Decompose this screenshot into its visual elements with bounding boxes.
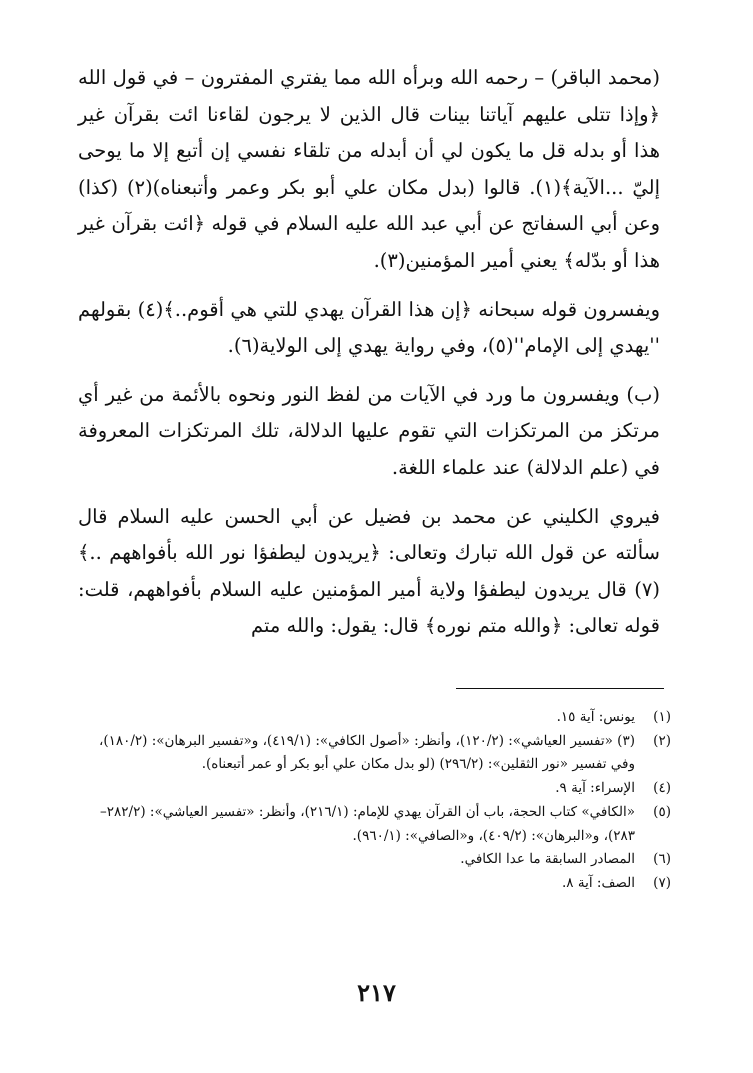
paragraph-1: (محمد الباقر) – رحمه الله وبرأه الله مما يفتري المفترون – في قول الله ﴿وإذا تتلى عليهم آياتنا بينات قال الذين لا يرجون لقاءنا ائت بقرآن غير هذا أو بدله قل ما يكون لي أن أبدله من تلقاء نفسي إن أتبع إلا ما يوحى إليّ ...الآية﴾(١). قالوا (بدل مكان علي أبو بكر وعمر وأتبعناه)(٢) (كذا) وعن أبي السفاتج عن أبي عبد الله عليه السلام في قوله ﴿ائت بقرآن غير هذا أو بدّله﴾ يعني أمير المؤمنين(٣).	[78, 66, 660, 272]
footnote-number: (٦)	[653, 851, 671, 868]
footnote	[86, 777, 671, 801]
footnote	[86, 872, 671, 896]
footnote-text: الإسراء: آية ٩.	[555, 780, 635, 797]
footnote	[86, 801, 671, 848]
footnote-text: الصف: آية ٨.	[562, 874, 635, 891]
footnote-number: (٢)	[653, 732, 671, 749]
footnote-text: يونس: آية ١٥.	[556, 709, 635, 725]
paragraph-4: فيروي الكليني عن محمد بن فضيل عن أبي الحسن عليه السلام قال سألته عن قول الله تبارك وتعالى: ﴿يريدون ليطفؤا نور الله بأفواههم ..﴾(٧) قال يريدون ليطفؤا ولاية أمير المؤمنين عليه السلام بأفواههم، قلت: قوله تعالى: ﴿والله متم نوره﴾ قال: يقول: والله متم	[78, 504, 660, 638]
footnote	[86, 706, 671, 730]
footnote-text: المصادر السابقة ما عدا الكافي.	[460, 851, 635, 868]
footnote-number: (٧)	[653, 874, 671, 891]
page-number: ٢١٧	[357, 978, 396, 1007]
footnotes	[86, 706, 671, 896]
paragraph-3: (ب) ويفسرون ما ورد في الآيات من لفظ النور ونحوه بالأئمة من غير أي مرتكز من المرتكزات التي تقوم عليها الدلالة، تلك المرتكزات المعروفة في (علم الدلالة) عند علماء اللغة.	[78, 382, 660, 479]
footnote-text: (٣) «تفسير العياشي»: (١٢٠/٢)، وأنظر: «أصول الكافي»: (٤١٩/١)، و«تفسير البرهان»: (١٨٠/٢)، وفي تفسير «نور الثقلين»: (٢٩٦/٢) (لو بدل مكان علي أبو بكر أو عمر أتبعناه).	[98, 732, 635, 773]
paragraph-2: ويفسرون قوله سبحانه ﴿إن هذا القرآن يهدي للتي هي أقوم..﴾(٤) بقولهم ''يهدي إلى الإمام''(٥)، وفي رواية يهدي إلى الولاية(٦).	[78, 297, 660, 358]
footnote-separator	[456, 688, 664, 689]
footnote-number: (١)	[653, 709, 671, 725]
footnote-number: (٥)	[653, 803, 671, 820]
footnote	[86, 848, 671, 872]
footnote	[86, 730, 671, 777]
footnote-text: «الكافي» كتاب الحجة، باب أن القرآن يهدي للإمام: (٢١٦/١)، وأنظر: «تفسير العياشي»: (٢٨٢/٢–٢٨٣)، و«البرهان»: (٤٠٩/٢)، و«الصافي»: (٩٦٠/١).	[100, 803, 635, 844]
main-text	[78, 60, 660, 645]
footnote-number: (٤)	[653, 780, 671, 797]
